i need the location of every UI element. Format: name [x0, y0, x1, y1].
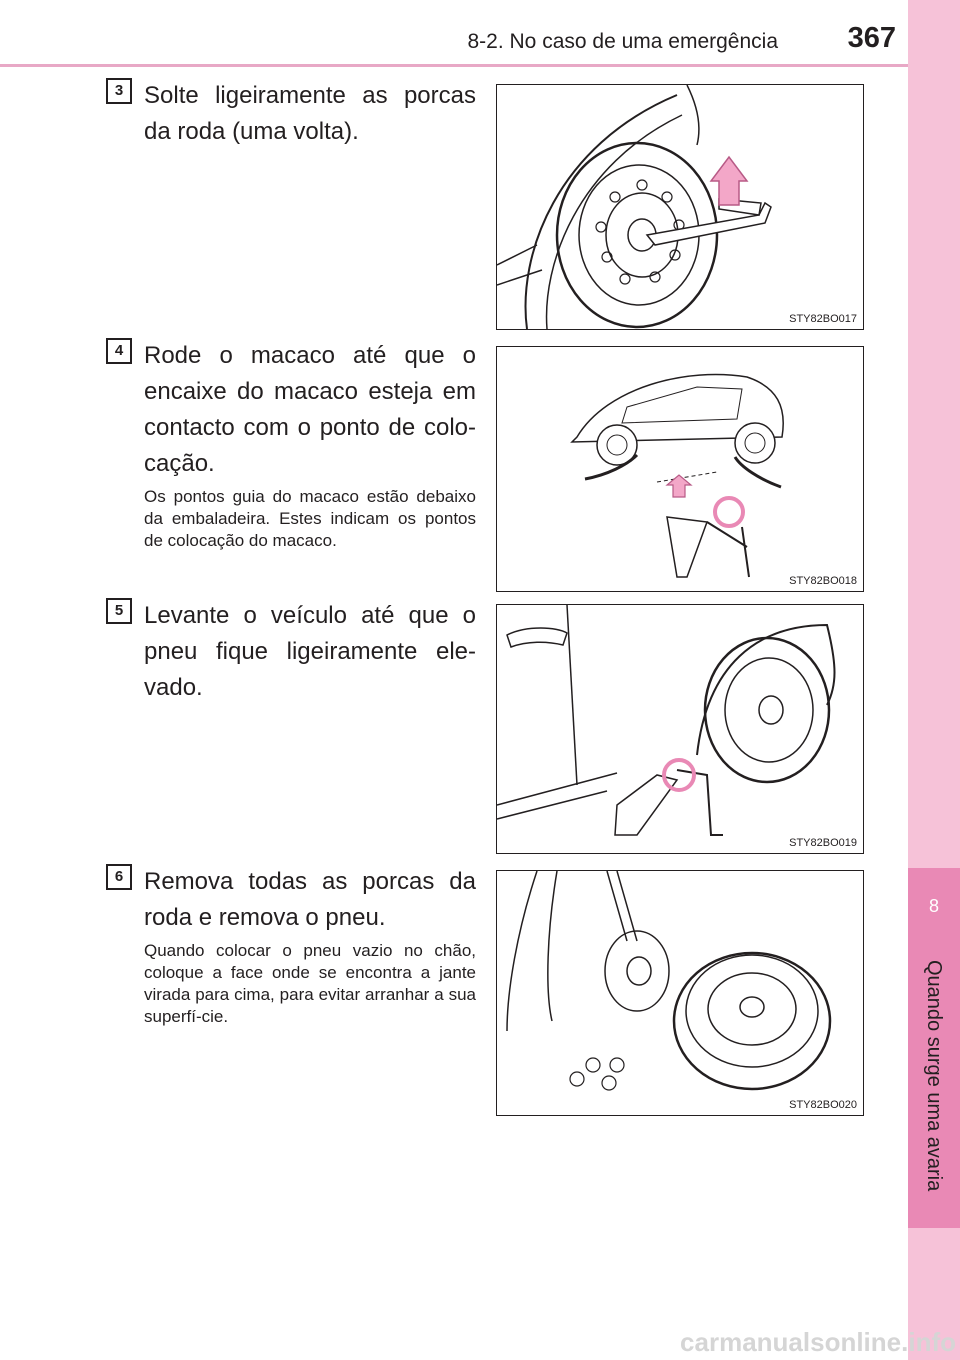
- step-3: [106, 78, 864, 330]
- step-number-badge: 3: [106, 78, 132, 104]
- figure-code: STY82BO018: [789, 575, 857, 587]
- car-jack-icon: [497, 347, 863, 591]
- vehicle-lift-illustration: [496, 604, 864, 854]
- page-header: [0, 0, 908, 68]
- chapter-number: 8: [928, 896, 939, 916]
- section-title: 8-2. No caso de uma emergência: [467, 30, 778, 53]
- lift-vehicle-icon: [497, 605, 863, 853]
- step-number-badge: 5: [106, 598, 132, 624]
- step-number-badge: 4: [106, 338, 132, 364]
- wheel-nut-loosen-illustration: [496, 84, 864, 330]
- figure-code: STY82BO017: [789, 313, 857, 325]
- step-6: [106, 864, 864, 1120]
- step-note: Os pontos guia do macaco estão debaixo da embaladeira. Estes indicam os pontos de colocação do macaco.: [144, 487, 476, 550]
- tire-removal-illustration: [496, 870, 864, 1116]
- chapter-label: Quando surge uma avaria: [923, 960, 945, 1192]
- wheel-wrench-icon: [497, 85, 863, 329]
- step-note: Quando colocar o pneu vazio no chão, coloque a face onde se encontra a jante virada para cima, para evitar arranhar a sua superfí-cie.: [144, 941, 476, 1026]
- step-instruction: Rode o macaco até que o encaixe do macaco esteja em contacto com o ponto de colo-cação.: [144, 342, 476, 477]
- jack-positioning-illustration: [496, 346, 864, 592]
- header-rule: [0, 64, 908, 67]
- step-instruction: Solte ligeiramente as porcas da roda (uma volta).: [144, 82, 476, 145]
- page-number: 367: [847, 22, 896, 54]
- step-4: [106, 338, 864, 594]
- remove-tire-icon: [497, 871, 863, 1115]
- watermark: carmanualsonline.info: [680, 1327, 956, 1357]
- figure-code: STY82BO020: [789, 1099, 857, 1111]
- step-instruction: Remova todas as porcas da roda e remova o pneu.: [144, 868, 476, 931]
- step-5: [106, 598, 864, 856]
- step-number-badge: 6: [106, 864, 132, 890]
- step-instruction: Levante o veículo até que o pneu fique ligeiramente ele-vado.: [144, 602, 476, 701]
- figure-code: STY82BO019: [789, 837, 857, 849]
